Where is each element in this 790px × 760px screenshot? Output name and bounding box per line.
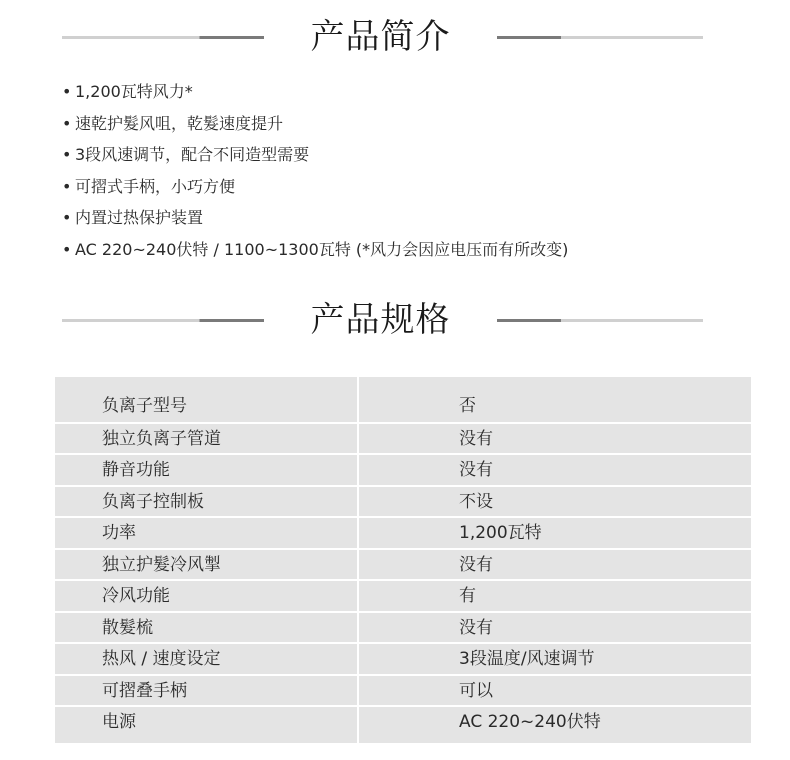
bullet-icon: • [62,239,72,259]
spec-label: 负离子控制板 [102,492,204,512]
table-row [55,579,751,609]
feature-text: 可摺式手柄，小巧方便 [75,176,236,196]
spec-label: 独立护髮冷风掣 [102,555,221,575]
spec-title: 产品规格 [310,300,451,340]
feature-list [62,76,762,265]
feature-text: 1,200瓦特风力* [75,82,193,101]
feature-item [62,139,762,171]
table-row [55,391,751,421]
spec-value: 没有 [459,618,493,638]
spec-section-header [0,295,790,345]
spec-value: 没有 [459,555,493,575]
table-row [55,611,751,641]
bullet-icon: • [62,82,72,101]
spec-value: 3段温度/风速调节 [459,649,595,669]
spec-label: 可摺叠手柄 [102,681,187,701]
spec-value: 可以 [459,681,493,701]
table-row [55,422,751,452]
feature-item [62,171,762,203]
spec-value: 不设 [459,492,493,512]
intro-title: 产品简介 [310,17,451,57]
spec-label: 散髮梳 [102,618,153,638]
bullet-icon: • [62,208,72,227]
decorative-line-left [62,36,264,39]
feature-item [62,234,762,266]
feature-text: 3段风速调节，配合不同造型需要 [75,145,310,164]
decorative-line-right [497,36,703,39]
spec-value: AC 220~240伏特 [459,712,601,732]
column-divider [357,377,359,743]
spec-value: 没有 [459,429,493,449]
feature-item [62,76,762,108]
spec-value: 否 [459,396,476,416]
feature-text: AC 220~240伏特 / 1100~1300瓦特 (*风力会因应电压而有所改变) [75,239,569,259]
spec-label: 静音功能 [102,460,170,480]
feature-item [62,202,762,234]
intro-section-header [0,12,790,62]
feature-text: 内置过热保护装置 [75,208,204,227]
table-row [55,674,751,704]
table-row [55,516,751,546]
bullet-icon: • [62,145,72,164]
table-row [55,642,751,672]
spec-value: 没有 [459,460,493,480]
spec-value: 有 [459,586,476,606]
spec-label: 独立负离子管道 [102,429,221,449]
spec-label: 冷风功能 [102,586,170,606]
decorative-line-right [497,319,703,322]
spec-table [55,377,751,743]
feature-text: 速乾护髮风咀，乾髮速度提升 [75,113,284,133]
spec-label: 电源 [102,712,136,732]
decorative-line-left [62,319,264,322]
spec-value: 1,200瓦特 [459,523,542,543]
spec-label: 功率 [102,523,136,543]
feature-item [62,108,762,140]
table-row [55,705,751,735]
table-row [55,453,751,483]
spec-label: 热风 / 速度设定 [102,649,221,669]
table-row [55,485,751,515]
bullet-icon: • [62,113,72,133]
spec-label: 负离子型号 [102,396,187,416]
table-row [55,548,751,578]
bullet-icon: • [62,176,72,196]
